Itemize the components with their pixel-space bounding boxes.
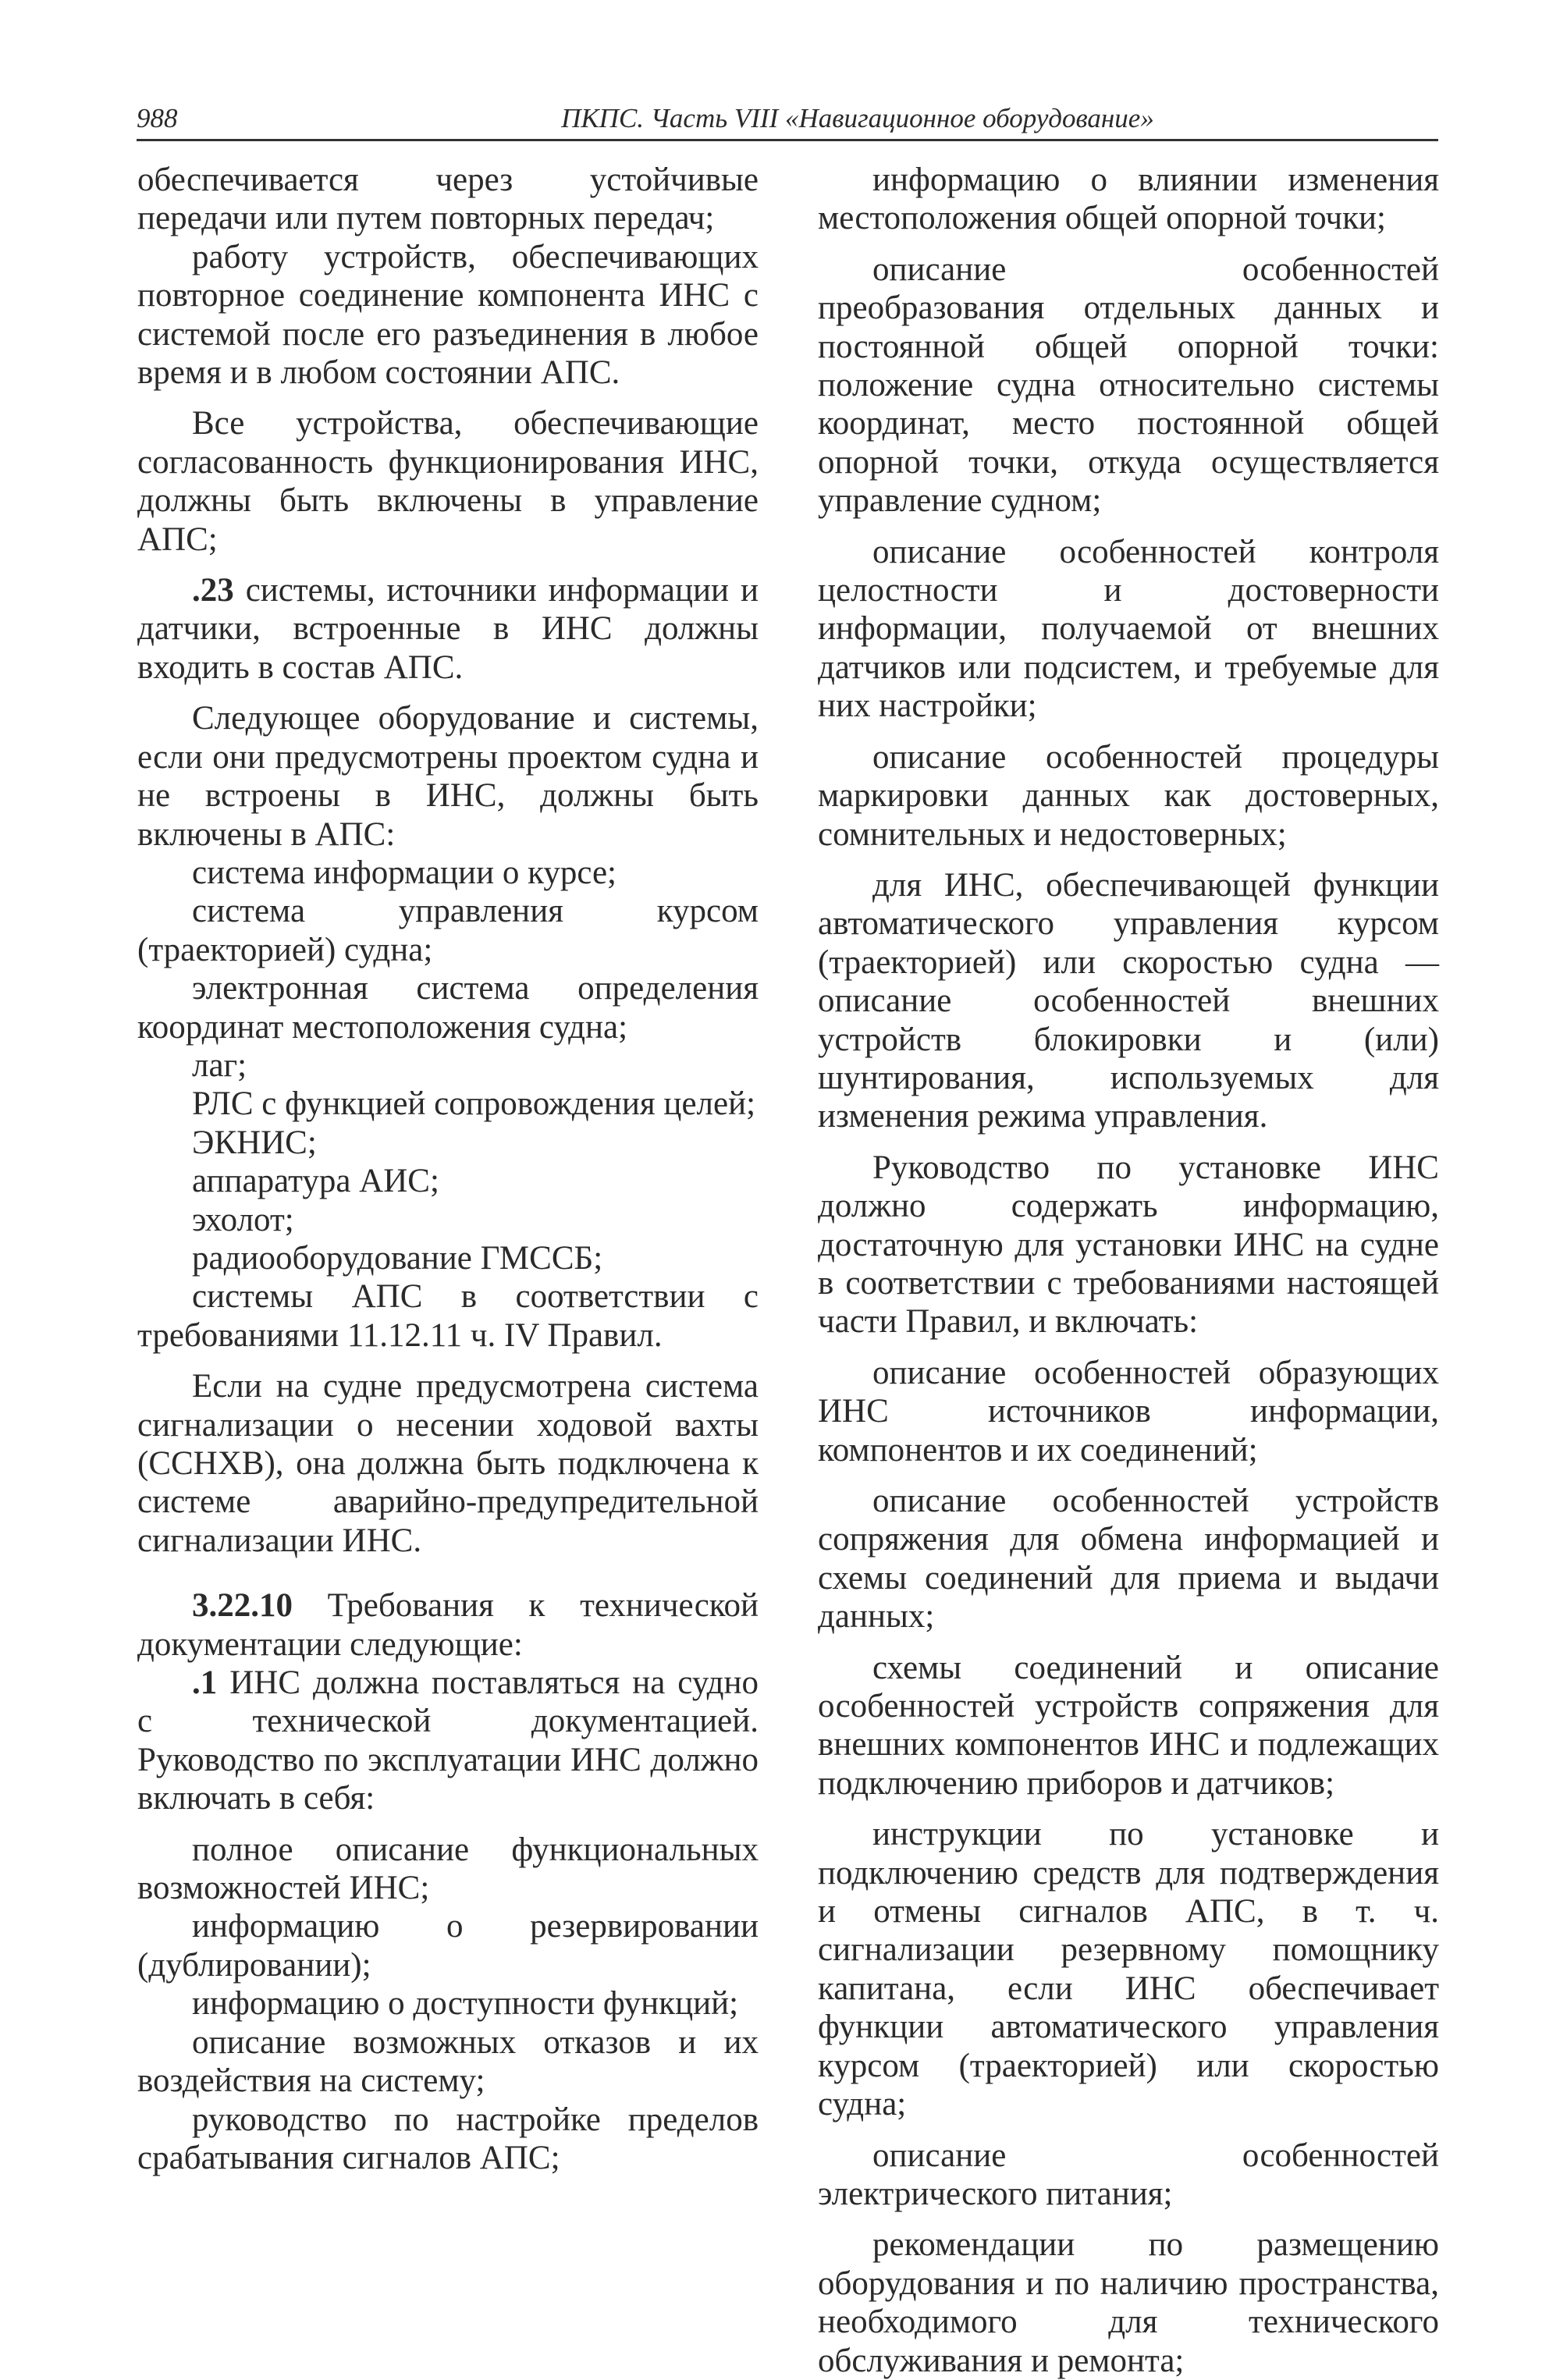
paragraph: Руководство по установке ИНС должно содержать информацию, достаточную для установки ИНС на судне в соответствии с требованиями настоящей части Правил, и включать:: [818, 1149, 1439, 1341]
list-item: рекомендации по размещению оборудования и по наличию пространства, необходимого для технического обслуживания и ремонта;: [818, 2226, 1439, 2379]
list-item: информацию о доступности функций;: [192, 1985, 739, 2023]
paragraph: работу устройств, обеспечивающих повторное соединение компонента ИНС с системой после его разъединения в любое время и в любом состоянии АПС.: [137, 238, 759, 392]
list-item: схемы соединений и описание особенностей устройств сопряжения для внешних компонентов ИНС и подлежащих подключению приборов и датчиков;: [818, 1649, 1439, 1802]
paragraph: Все устройства, обеспечивающие согласованность функционирования ИНС, должны быть включены в управление АПС;: [137, 405, 759, 558]
list-item: эхолот;: [192, 1201, 294, 1238]
list-item: аппаратура АИС;: [192, 1163, 439, 1200]
list-item: инструкции по установке и подключению средств для подтверждения и отмены сигналов АПС, в т. ч. сигнализации резервному помощнику капитана, если ИНС обеспечивает функции автоматического управления курсом (траекторией) или скоростью судна;: [818, 1816, 1439, 2123]
page-number: 988: [137, 103, 178, 133]
paragraph: обеспечивается через устойчивые передачи или путем повторных передач;: [137, 162, 759, 237]
right-column: [818, 161, 1439, 2380]
paragraph: Следующее оборудование и системы, если они предусмотрены проектом судна и не встроены в ИНС, должны быть включены в АПС:: [137, 700, 759, 853]
list-item: полное описание функциональных возможностей ИНС;: [137, 1831, 759, 1907]
section-number: 3.22.10: [192, 1587, 293, 1625]
list-item: для ИНС, обеспечивающей функции автоматического управления курсом (траекторией) или скоростью судна — описание особенностей внешних устройств блокировки и (или) шунтирования, используемых для изменения режима управления.: [818, 866, 1439, 1135]
list-item: описание особенностей устройств сопряжения для обмена информацией и схемы соединений для приема и выдачи данных;: [818, 1483, 1439, 1636]
paragraph: Если на судне предусмотрена система сигнализации о несении ходовой вахты (ССНХВ), она должна быть подключена к системе аварийно-предупредительной сигнализации ИНС.: [137, 1368, 759, 1559]
list-item: руководство по настройке пределов срабатывания сигналов АПС;: [137, 2101, 759, 2176]
paragraph: .23 системы, источники информации и датчики, встроенные в ИНС должны входить в состав АПС.: [137, 572, 759, 686]
running-title: ПКПС. Часть VIII «Навигационное оборудование»: [561, 103, 1154, 133]
item-number: .1: [192, 1664, 218, 1702]
list-item: описание особенностей электрического питания;: [818, 2137, 1439, 2212]
list-item: система управления курсом (траекторией) судна;: [137, 893, 759, 968]
list-item: описание особенностей преобразования отдельных данных и постоянной общей опорной точки: положение судна относительно системы координат, место постоянной общей опорной точки, откуда осуществляется управление судном;: [818, 250, 1439, 520]
list-item: лаг;: [192, 1046, 247, 1084]
list-item: электронная система определения координат местоположения судна;: [137, 970, 759, 1046]
list-item: радиооборудование ГМССБ;: [192, 1239, 603, 1277]
list-item: описание особенностей образующих ИНС источников информации, компонентов и их соединений;: [818, 1354, 1439, 1469]
list-item: системы АПС в соответствии с требованиями 11.12.11 ч. IV Правил.: [137, 1278, 759, 1354]
list-item: описание особенностей контроля целостности и достоверности информации, получаемой от внешних датчиков или подсистем, и требуемые для них настройки;: [818, 533, 1439, 725]
list-item: система информации о курсе;: [192, 854, 617, 891]
list-item: информацию о влиянии изменения местоположения общей опорной точки;: [818, 162, 1439, 237]
page-header: [137, 100, 1438, 141]
list-item: ЭКНИС;: [192, 1124, 317, 1161]
item-number: .23: [192, 572, 234, 609]
list-item: информацию о резервировании (дублировании);: [137, 1908, 759, 1984]
list-item: описание особенностей процедуры маркировки данных как достоверных, сомнительных и недостоверных;: [818, 738, 1439, 853]
list-item: описание возможных отказов и их воздействия на систему;: [137, 2023, 759, 2100]
section-heading: 3.22.10 Требования к технической документации следующие:: [137, 1587, 759, 1663]
list-item: РЛС с функцией сопровождения целей;: [192, 1085, 756, 1123]
left-column: [137, 161, 759, 2177]
paragraph: .1 ИНС должна поставляться на судно с технической документацией. Руководство по эксплуатации ИНС должно включать в себя:: [137, 1664, 759, 1817]
